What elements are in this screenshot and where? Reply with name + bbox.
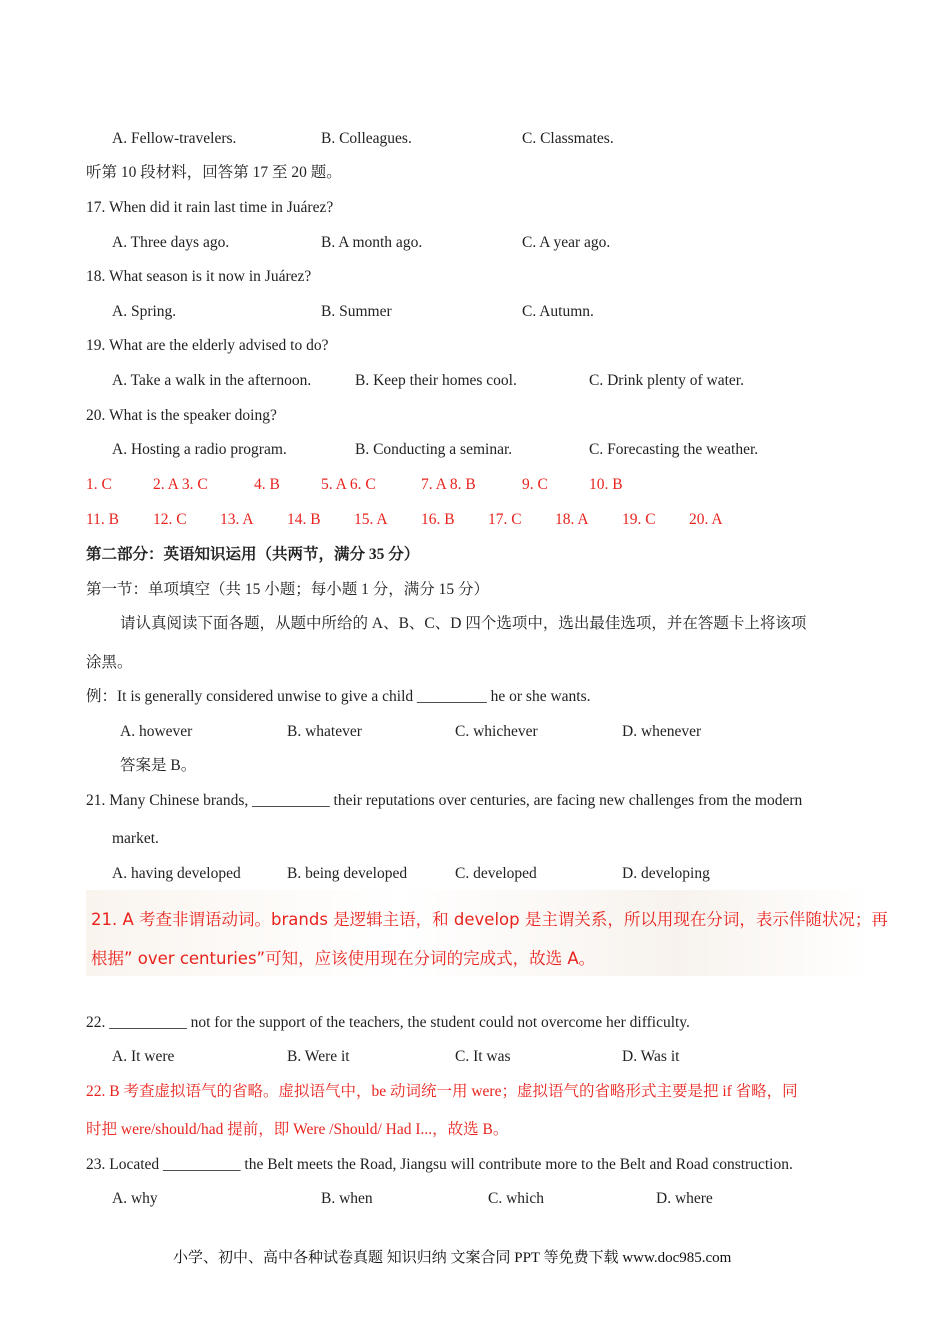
- q17-stem: 17. When did it rain last time in Juárez?: [86, 199, 334, 216]
- instructions: 请认真阅读下面各题，从题中所给的 A、B、C、D 四个选项中，选出最佳选项，并在答题卡上将该项: [120, 615, 807, 632]
- q17-option-b: B. A month ago.: [321, 234, 423, 251]
- instructions-cont: 涂黑。: [86, 654, 133, 671]
- answer-key: 1. C: [86, 476, 112, 493]
- answer-key: 2. A 3. C: [153, 476, 208, 493]
- q21-option-c: C. developed: [455, 865, 537, 882]
- answer-key: 13. A: [220, 511, 254, 528]
- q21-explanation-image: [86, 890, 888, 976]
- q20-option-c: C. Forecasting the weather.: [589, 441, 759, 458]
- example-option-d: D. whenever: [622, 723, 702, 740]
- example-answer: 答案是 B。: [120, 757, 197, 774]
- q20-stem: 20. What is the speaker doing?: [86, 407, 277, 424]
- q21-stem: 21. Many Chinese brands, __________ their reputations over centuries, are facing new challenges from the modern: [86, 792, 803, 809]
- q19-option-a: A. Take a walk in the afternoon.: [112, 372, 312, 389]
- q21-option-d: D. developing: [622, 865, 710, 882]
- answer-key: 9. C: [522, 476, 548, 493]
- q20-option-a: A. Hosting a radio program.: [112, 441, 287, 458]
- answer-key: 12. C: [153, 511, 187, 528]
- q23-option-c: C. which: [488, 1190, 544, 1207]
- q21-explanation-cont: 根据” over centuries”可知，应该使用现在分词的完成式，故选 A。: [91, 949, 596, 968]
- q22-explanation-cont: 时把 were/should/had 提前，即 Were /Should/ Had I...，故选 B。: [86, 1121, 509, 1138]
- answer-key: 14. B: [287, 511, 321, 528]
- answer-key: 5. A 6. C: [321, 476, 376, 493]
- q16-option-a: A. Fellow-travelers.: [112, 130, 237, 147]
- example-stem: 例：It is generally considered unwise to give a child _________ he or she wants.: [86, 688, 591, 705]
- q18-option-c: C. Autumn.: [522, 303, 594, 320]
- answer-key: 7. A 8. B: [421, 476, 476, 493]
- q17-option-a: A. Three days ago.: [112, 234, 230, 251]
- q23-option-a: A. why: [112, 1190, 158, 1207]
- q23-option-d: D. where: [656, 1190, 713, 1207]
- section1-heading: 第一节：单项填空（共 15 小题；每小题 1 分，满分 15 分）: [86, 581, 490, 598]
- q21-option-b: B. being developed: [287, 865, 408, 882]
- example-option-a: A. however: [120, 723, 193, 740]
- section10-heading: 听第 10 段材料，回答第 17 至 20 题。: [86, 164, 342, 181]
- page-footer: 小学、初中、高中各种试卷真题 知识归纳 文案合同 PPT 等免费下载 www.doc985.com: [173, 1250, 732, 1266]
- answer-key: 11. B: [86, 511, 120, 528]
- example-option-c: C. whichever: [455, 723, 538, 740]
- q18-stem: 18. What season is it now in Juárez?: [86, 268, 312, 285]
- q19-stem: 19. What are the elderly advised to do?: [86, 337, 329, 354]
- example-option-b: B. whatever: [287, 723, 362, 740]
- q19-option-b: B. Keep their homes cool.: [355, 372, 517, 389]
- answer-key: 17. C: [488, 511, 522, 528]
- q16-option-b: B. Colleagues.: [321, 130, 412, 147]
- q21-stem-cont: market.: [112, 830, 159, 847]
- q18-option-a: A. Spring.: [112, 303, 177, 320]
- q16-option-c: C. Classmates.: [522, 130, 614, 147]
- q20-option-b: B. Conducting a seminar.: [355, 441, 513, 458]
- q21-option-a: A. having developed: [112, 865, 241, 882]
- q21-explanation: 21. A 考查非谓语动词。brands 是逻辑主语，和 develop 是主谓关系，所以用现在分词，表示伴随状况；再: [91, 910, 888, 929]
- part2-heading: 第二部分：英语知识运用（共两节，满分 35 分）: [86, 546, 420, 563]
- q23-option-b: B. when: [321, 1190, 373, 1207]
- q18-option-b: B. Summer: [321, 303, 392, 320]
- answer-key: 15. A: [354, 511, 388, 528]
- q22-option-c: C. It was: [455, 1048, 511, 1065]
- q22-option-b: B. Were it: [287, 1048, 350, 1065]
- q22-option-d: D. Was it: [622, 1048, 680, 1065]
- answer-key: 4. B: [254, 476, 280, 493]
- answer-key: 18. A: [555, 511, 589, 528]
- answer-key: 16. B: [421, 511, 455, 528]
- q22-stem: 22. __________ not for the support of the teachers, the student could not overcome her difficulty.: [86, 1014, 690, 1031]
- q17-option-c: C. A year ago.: [522, 234, 611, 251]
- answer-key: 19. C: [622, 511, 656, 528]
- answer-key: 10. B: [589, 476, 623, 493]
- q22-option-a: A. It were: [112, 1048, 175, 1065]
- q19-option-c: C. Drink plenty of water.: [589, 372, 744, 389]
- q22-explanation: 22. B 考查虚拟语气的省略。虚拟语气中，be 动词统一用 were；虚拟语气的省略形式主要是把 if 省略，同: [86, 1083, 798, 1100]
- answer-key: 20. A: [689, 511, 723, 528]
- q23-stem: 23. Located __________ the Belt meets the Road, Jiangsu will contribute more to the Belt and Road construction.: [86, 1156, 793, 1173]
